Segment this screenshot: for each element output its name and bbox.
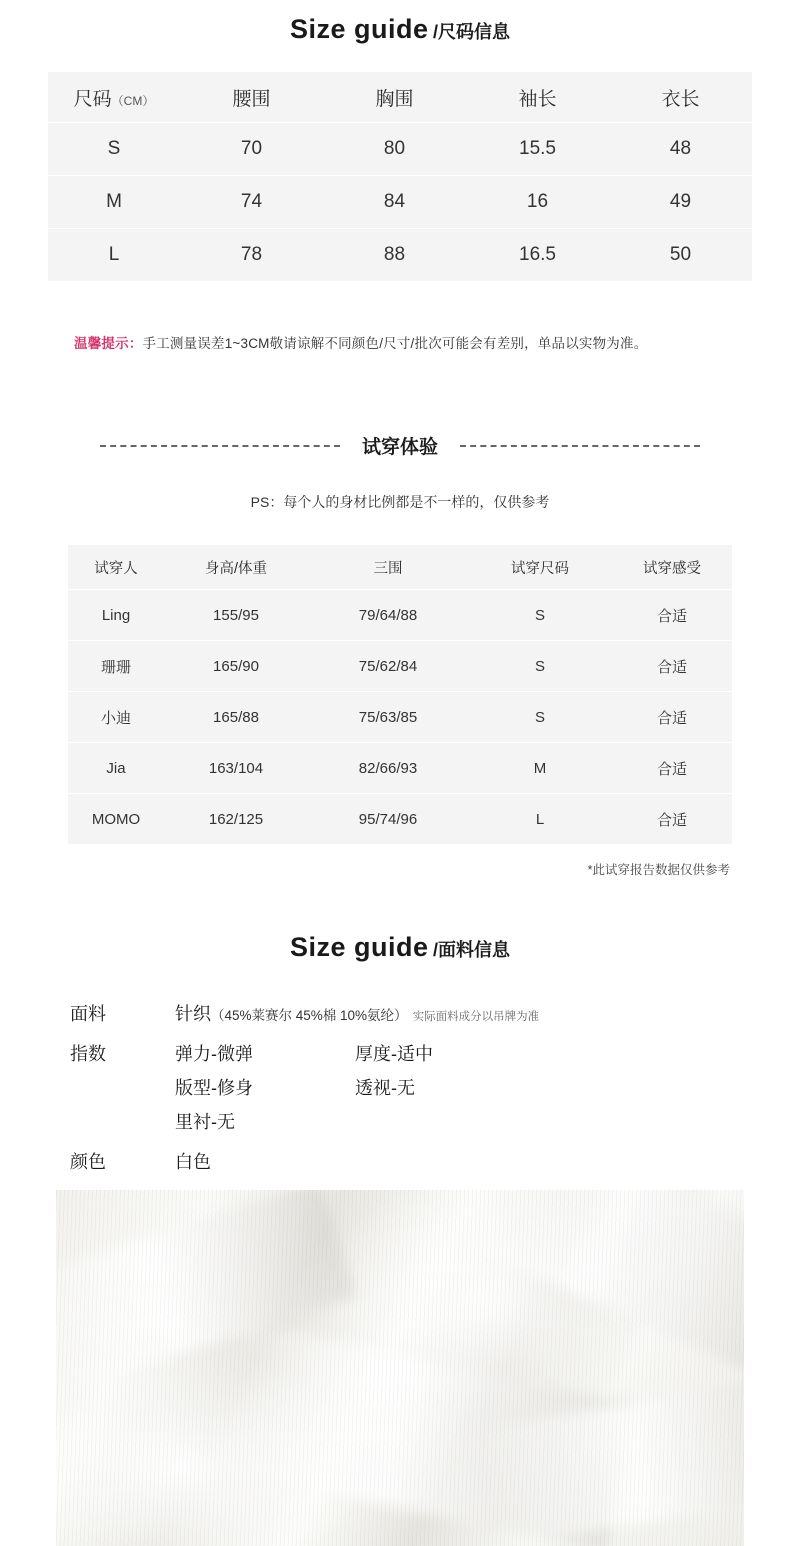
fabric-title-sub: /面料信息: [432, 940, 510, 960]
tryon-cell: S: [468, 641, 612, 692]
measurement-tip-label: 温馨提示：: [74, 336, 143, 351]
tryon-cell: L: [535, 810, 545, 828]
tryon-table: [68, 545, 732, 844]
size-cell: 48: [609, 123, 752, 176]
tryon-cell: 珊珊: [68, 641, 164, 692]
tryon-header-measurements: 三围: [308, 545, 468, 590]
table-row: [48, 123, 752, 176]
size-cell: 50: [669, 244, 692, 265]
fabric-material-value-wrap: [175, 1000, 539, 1026]
size-cell: 84: [323, 176, 466, 229]
table-row: [68, 590, 732, 641]
table-row: [48, 229, 752, 282]
size-cell: L: [108, 244, 120, 265]
fabric-index-grid: [175, 1040, 695, 1134]
size-cell: 78: [240, 244, 263, 265]
tryon-cell: 合适: [612, 743, 732, 794]
dashed-divider-left: [100, 445, 340, 447]
measurement-tip-text: 手工测量误差1~3CM敬请谅解不同颜色/尺寸/批次可能会有差别，单品以实物为准。: [142, 336, 648, 351]
size-guide-title: [0, 14, 800, 45]
fabric-index-row: [70, 1040, 730, 1134]
size-cell: 74: [180, 176, 323, 229]
size-table-header-sleeve: 袖长: [466, 72, 609, 123]
size-cell: S: [48, 123, 180, 176]
fabric-index-item: 里衬-无: [175, 1112, 235, 1132]
size-guide-title-sub: /尺码信息: [432, 22, 510, 42]
tryon-cell: MOMO: [91, 810, 141, 828]
size-table-header-waist: 腰围: [180, 72, 323, 123]
fabric-material-note: 实际面料成分以吊牌为准: [412, 1011, 540, 1023]
fabric-color-label: 颜色: [70, 1152, 106, 1172]
tryon-cell: 165/90: [164, 641, 308, 692]
table-row: [68, 692, 732, 743]
size-cell: 16.5: [519, 244, 556, 265]
dashed-divider-right: [460, 445, 700, 447]
tryon-cell: 155/95: [164, 590, 308, 641]
fabric-index-item: 厚度-适中: [355, 1044, 433, 1064]
tryon-header-size: 试穿尺码: [468, 545, 612, 590]
table-row: [68, 743, 732, 794]
fabric-material-row: [70, 1000, 730, 1026]
tryon-cell: 合适: [612, 692, 732, 743]
tryon-cell: 82/66/93: [308, 743, 468, 794]
size-table-header-bust: 胸围: [323, 72, 466, 123]
tryon-header-feedback: 试穿感受: [612, 545, 732, 590]
size-cell: 70: [180, 123, 323, 176]
measurement-tip: [74, 332, 647, 352]
size-guide-title-main: Size guide: [290, 14, 429, 44]
size-table-header-row: [48, 72, 752, 123]
tryon-footnote: *此试穿报告数据仅供参考: [587, 863, 730, 877]
tryon-cell: 95/74/96: [358, 810, 418, 828]
fabric-index-item: 弹力-微弹: [175, 1044, 253, 1064]
tryon-cell: S: [468, 692, 612, 743]
size-table: [48, 72, 752, 281]
tryon-header-person: 试穿人: [68, 545, 164, 590]
tryon-cell: 75/63/85: [308, 692, 468, 743]
fabric-material-label: 面料: [70, 1004, 106, 1024]
tryon-cell: 合适: [656, 811, 687, 829]
tryon-cell: 合适: [612, 641, 732, 692]
fabric-weave-texture: [56, 1190, 744, 1546]
size-cell: M: [48, 176, 180, 229]
fabric-color-row: [70, 1148, 730, 1174]
tryon-title: 试穿体验: [361, 437, 438, 458]
tryon-cell: 165/88: [164, 692, 308, 743]
fabric-photo: [56, 1190, 744, 1546]
tryon-ps-note: PS：每个人的身材比例都是不一样的，仅供参考: [250, 494, 550, 510]
tryon-cell: Ling: [68, 590, 164, 641]
tryon-cell: Jia: [68, 743, 164, 794]
tryon-cell: 小迪: [68, 692, 164, 743]
tryon-header-height-weight: 身高/体重: [164, 545, 308, 590]
fabric-index-item: 版型-修身: [175, 1078, 253, 1098]
fabric-color-value: 白色: [175, 1152, 211, 1172]
tryon-cell: 75/62/84: [308, 641, 468, 692]
size-table-header-unit: （CM）: [111, 93, 155, 108]
tryon-cell: 162/125: [208, 810, 264, 828]
fabric-material-detail: （45%莱赛尔 45%棉 10%氨纶）: [211, 1008, 408, 1023]
size-table-header-size: [48, 72, 180, 123]
size-cell: 16: [466, 176, 609, 229]
fabric-title: [0, 932, 800, 963]
fabric-material-value: 针织: [175, 1004, 211, 1024]
size-cell: 80: [323, 123, 466, 176]
fabric-index-label: 指数: [70, 1044, 106, 1064]
fabric-index-item-empty: [355, 1108, 535, 1134]
fabric-info: [70, 1000, 730, 1188]
table-row: [68, 794, 732, 845]
tryon-cell: 79/64/88: [308, 590, 468, 641]
size-cell: 88: [383, 244, 406, 265]
size-cell: 49: [609, 176, 752, 229]
tryon-table-header-row: [68, 545, 732, 590]
size-cell: 15.5: [466, 123, 609, 176]
size-table-header-size-label: 尺码: [73, 88, 112, 110]
tryon-cell: S: [468, 590, 612, 641]
size-table-header-length: 衣长: [609, 72, 752, 123]
tryon-heading: [0, 432, 800, 459]
fabric-index-item: 透视-无: [355, 1078, 415, 1098]
tryon-cell: M: [468, 743, 612, 794]
tryon-cell: 163/104: [164, 743, 308, 794]
table-row: [48, 176, 752, 229]
fabric-title-main: Size guide: [290, 932, 429, 962]
table-row: [68, 641, 732, 692]
tryon-cell: 合适: [612, 590, 732, 641]
